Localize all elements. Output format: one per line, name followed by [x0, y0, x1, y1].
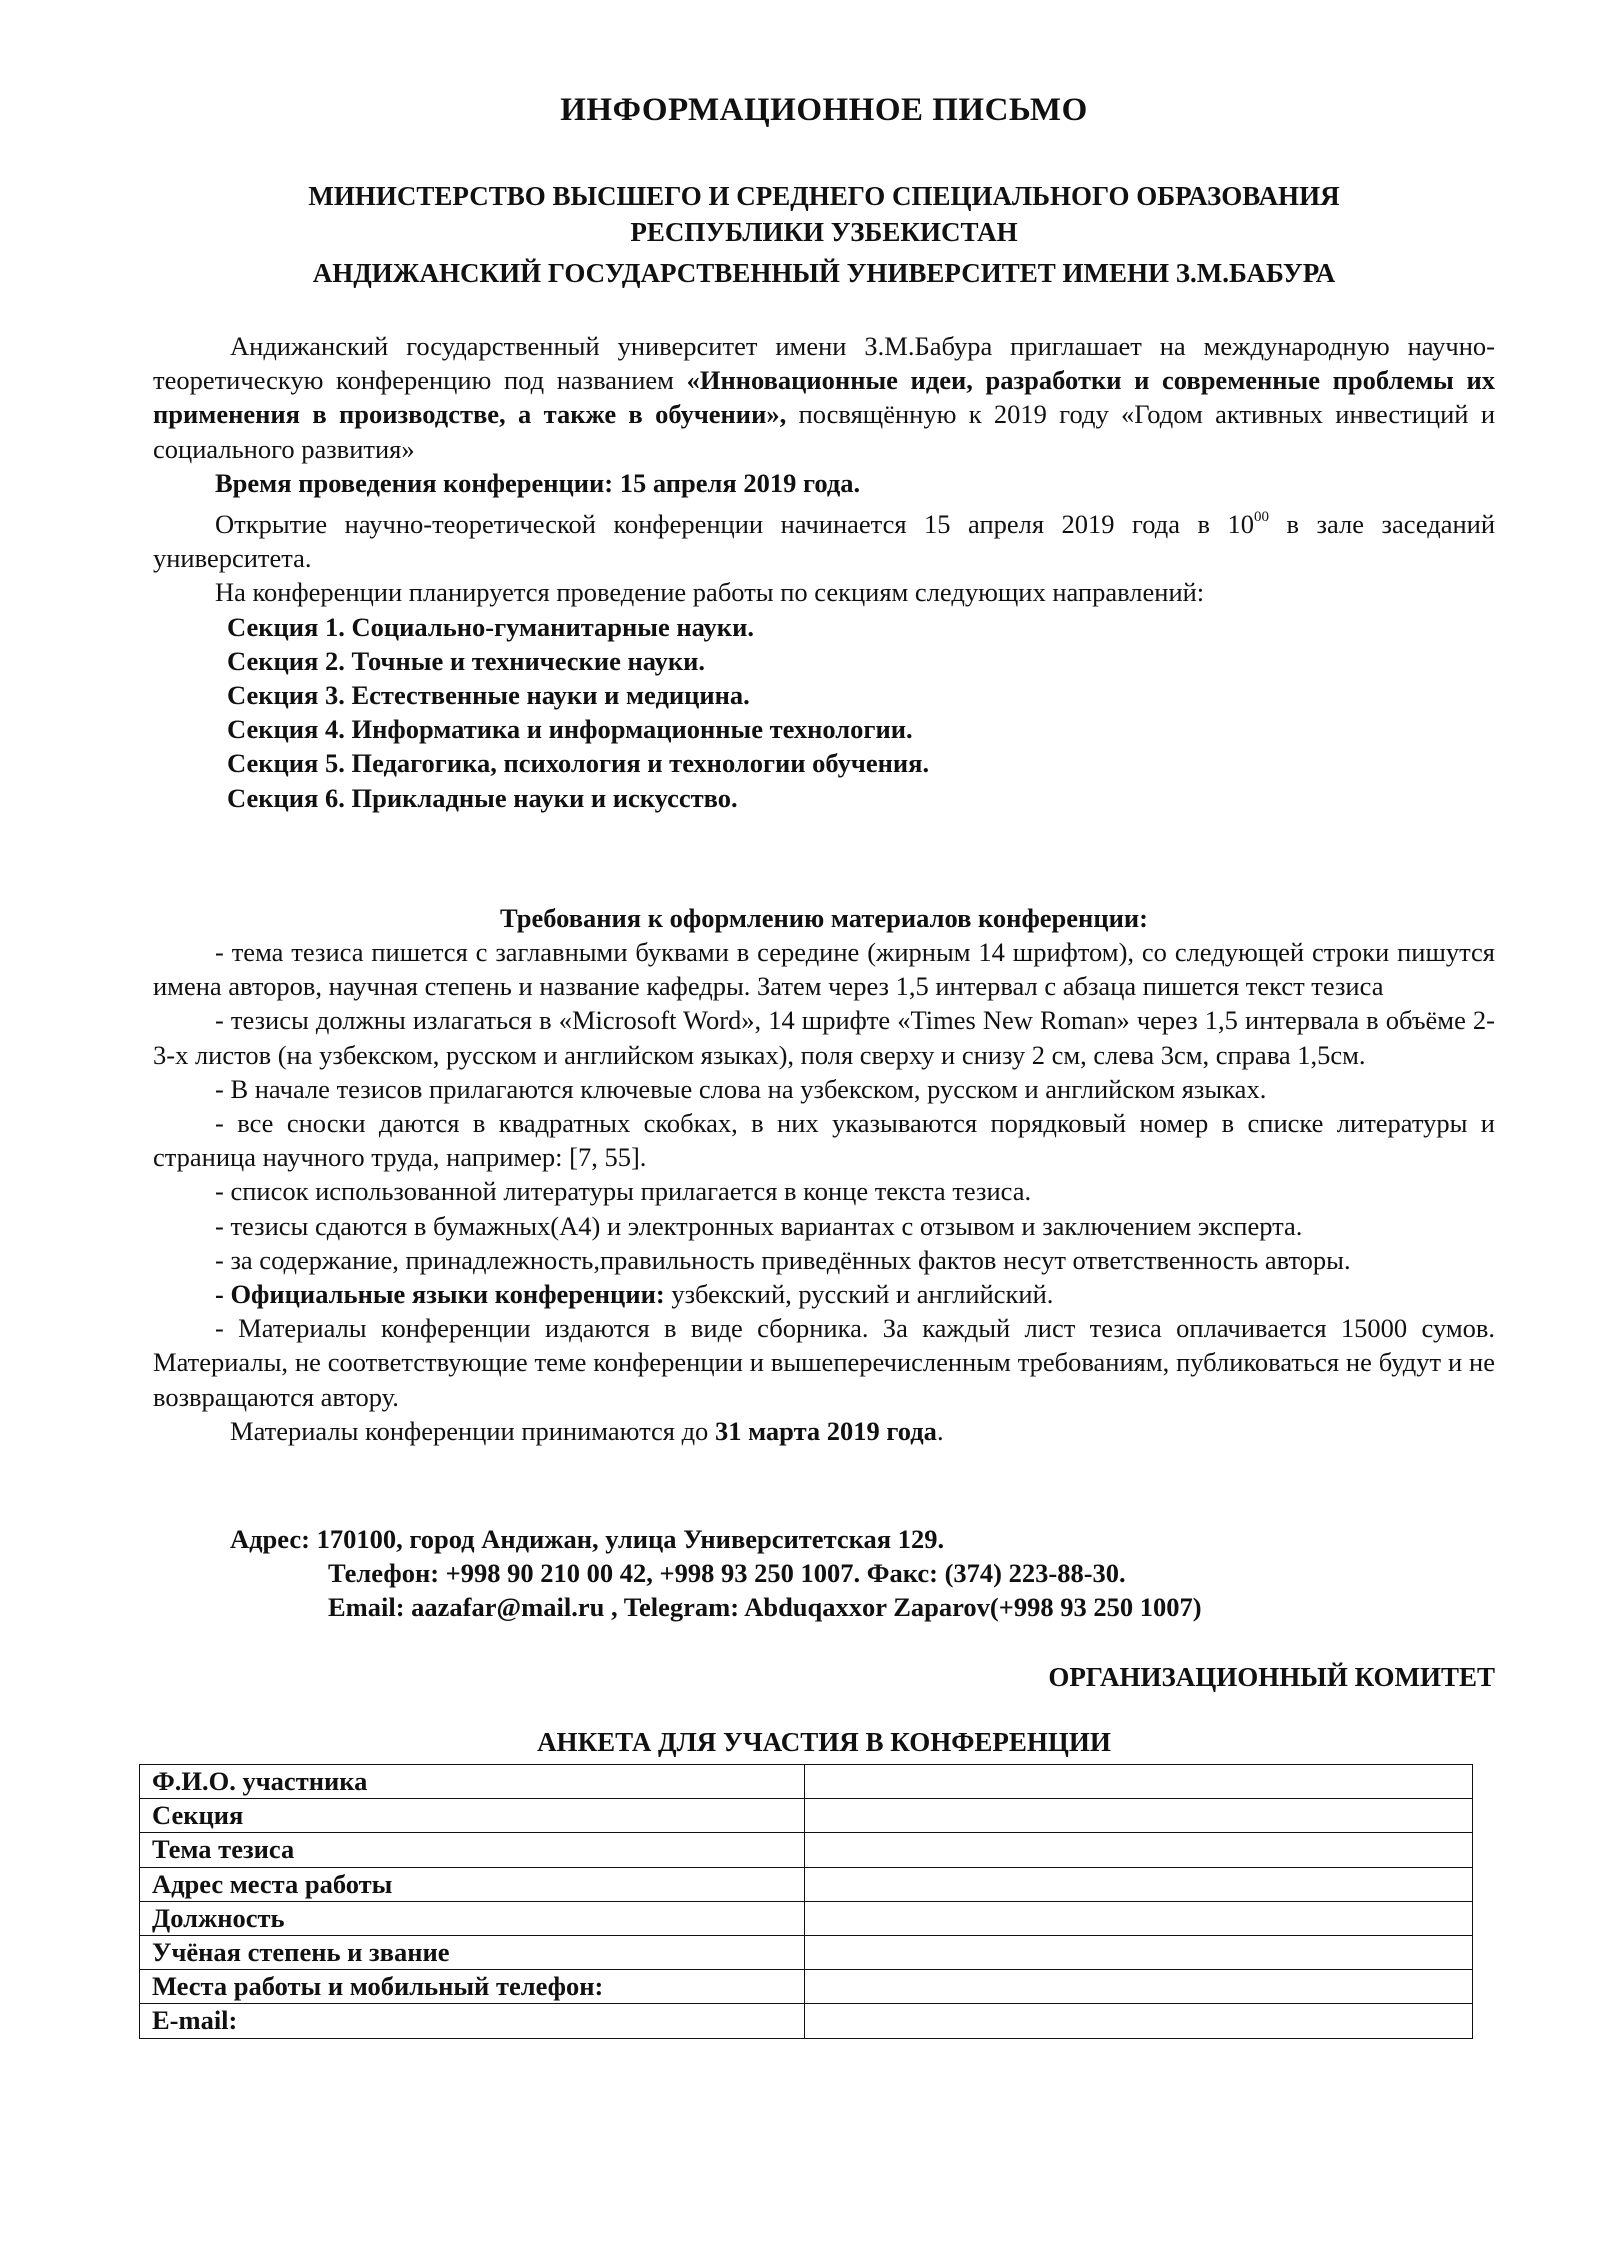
sections-intro: На конференции планируется проведение работы по секциям следующих направлений:	[215, 577, 1205, 608]
form-value-cell[interactable]	[805, 1799, 1473, 1833]
form-label: E-mail:	[140, 2004, 805, 2038]
form-label: Учёная степень и звание	[140, 1935, 805, 1969]
form-label: Секция	[140, 1799, 805, 1833]
form-label: Тема тезиса	[140, 1833, 805, 1867]
official-languages-label: - Официальные языки конференции:	[215, 1279, 665, 1310]
section-item: Секция 1. Социально-гуманитарные науки.	[227, 611, 754, 642]
requirement-item: - за содержание, принадлежность,правильность приведённых фактов несут ответственность авторы.	[215, 1244, 1351, 1275]
organizing-committee: ОРГАНИЗАЦИОННЫЙ КОМИТЕТ	[1048, 1662, 1495, 1692]
requirements-heading: Требования к оформлению материалов конференции:	[500, 902, 1148, 933]
table-row	[140, 1970, 1473, 2004]
section-item: Секция 6. Прикладные науки и искусство.	[227, 782, 738, 813]
ministry-line-2: РЕСПУБЛИКИ УЗБЕКИСТАН	[630, 217, 1018, 247]
section-item: Секция 4. Информатика и информационные технологии.	[227, 714, 913, 745]
conference-time-text: Время проведения конференции: 15 апреля 2019 года.	[215, 467, 861, 498]
table-row	[140, 1867, 1473, 1901]
requirement-item: - тезисы должны излагаться в «Microsoft Word», 14 шрифте «Times New Roman» через 1,5 интервала в объёме 2-3-х листов (на узбекском, русском и английском языках), поля сверху и снизу 2 см, слева 3см, справа 1,5см.	[153, 1005, 1495, 1070]
form-label: Должность	[140, 1901, 805, 1935]
table-row	[140, 1799, 1473, 1833]
conference-name: «Инновационные идеи, разработки и современные проблемы их применения в производстве, а также в обучении»,	[153, 365, 1495, 430]
deadline-date: 31 марта 2019 года	[714, 1415, 937, 1446]
table-row	[140, 1765, 1473, 1799]
requirement-item: - список использованной литературы прилагается в конце текста тезиса.	[215, 1176, 1032, 1207]
opening-text-2: в зале заседаний университета.	[153, 509, 1495, 574]
opening-paragraph	[153, 500, 1495, 575]
ministry-line-1: МИНИСТЕРСТВО ВЫСШЕГО И СРЕДНЕГО СПЕЦИАЛЬНОГО ОБРАЗОВАНИЯ	[308, 181, 1340, 211]
conference-time	[153, 466, 1495, 500]
requirement-item: - В начале тезисов прилагаются ключевые слова на узбекском, русском и английском языках.	[215, 1073, 1267, 1104]
official-languages-value: узбекский, русский и английский.	[664, 1279, 1054, 1310]
contact-address	[230, 1522, 1202, 1624]
table-row	[140, 1901, 1473, 1935]
form-label: Места работы и мобильный телефон:	[140, 1970, 805, 2004]
document-title: ИНФОРМАЦИОННОЕ ПИСЬМО	[560, 92, 1088, 128]
opening-text-1: Открытие научно-теоретической конференции начинается 15 апреля 2019 года в 10	[215, 509, 1255, 540]
section-item: Секция 2. Точные и технические науки.	[227, 645, 706, 676]
address-line: Адрес: 170100, город Андижан, улица Университетская 129.	[230, 1524, 945, 1554]
form-value-cell[interactable]	[805, 1970, 1473, 2004]
form-value-cell[interactable]	[805, 1935, 1473, 1969]
phone-line: Телефон: +998 90 210 00 42, +998 93 250 1007. Факс: (374) 223-88-30.	[328, 1558, 1126, 1588]
table-row	[140, 1935, 1473, 1969]
requirement-item: - все сноски даются в квадратных скобках, в них указываются порядковый номер в списке литературы и страница научного труда, например: [7, 55].	[153, 1108, 1495, 1173]
requirement-item: - Материалы конференции издаются в виде сборника. За каждый лист тезиса оплачивается 15000 сумов. Материалы, не соответствующие теме конференции и вышеперечисленным требованиям, публиковаться не будут и не возвращаются автору.	[153, 1313, 1495, 1412]
form-value-cell[interactable]	[805, 1765, 1473, 1799]
requirement-item: - тезисы сдаются в бумажных(А4) и электронных вариантах с отзывом и заключением эксперта.	[215, 1210, 1303, 1241]
form-title: АНКЕТА ДЛЯ УЧАСТИЯ В КОНФЕРЕНЦИИ	[537, 1727, 1111, 1757]
intro-paragraph	[153, 329, 1495, 466]
intro-text-2: посвящённую к 2019 году «Годом активных инвестиций и социального развития»	[153, 399, 1495, 464]
form-value-cell[interactable]	[805, 1833, 1473, 1867]
form-value-cell[interactable]	[805, 2004, 1473, 2038]
section-item: Секция 5. Педагогика, психология и технологии обучения.	[227, 748, 930, 779]
form-value-cell[interactable]	[805, 1901, 1473, 1935]
section-item: Секция 3. Естественные науки и медицина.	[227, 680, 750, 711]
university-heading: АНДИЖАНСКИЙ ГОСУДАРСТВЕННЫЙ УНИВЕРСИТЕТ ИМЕНИ З.М.БАБУРА	[312, 258, 1336, 288]
sections-list	[153, 610, 1495, 815]
requirement-item: - тема тезиса пишется с заглавными буквами в середине (жирным 14 шрифтом), со следующей строки пишутся имена авторов, научная степень и название кафедры. Затем через 1,5 интервал с абзаца пишется текст тезиса	[153, 937, 1495, 1002]
table-row	[140, 1833, 1473, 1867]
intro-text-1: Андижанский государственный университет имени З.М.Бабура приглашает на международную научно-теоретическую конференцию под названием	[153, 331, 1495, 396]
official-languages	[153, 1277, 1495, 1311]
letter-body	[153, 329, 1495, 1448]
table-row	[140, 2004, 1473, 2038]
form-label: Ф.И.О. участника	[140, 1765, 805, 1799]
opening-time-superscript: 00	[1254, 509, 1270, 526]
deadline-text: Материалы конференции принимаются до	[230, 1415, 715, 1446]
participation-form-table	[139, 1764, 1473, 2039]
ministry-heading	[153, 178, 1495, 250]
deadline-end: .	[936, 1415, 944, 1446]
form-value-cell[interactable]	[805, 1867, 1473, 1901]
email-line: Email: aazafar@mail.ru , Telegram: Abduqaxxor Zaparov(+998 93 250 1007)	[328, 1592, 1202, 1622]
deadline-paragraph	[153, 1414, 1495, 1448]
form-label: Адрес места работы	[140, 1867, 805, 1901]
